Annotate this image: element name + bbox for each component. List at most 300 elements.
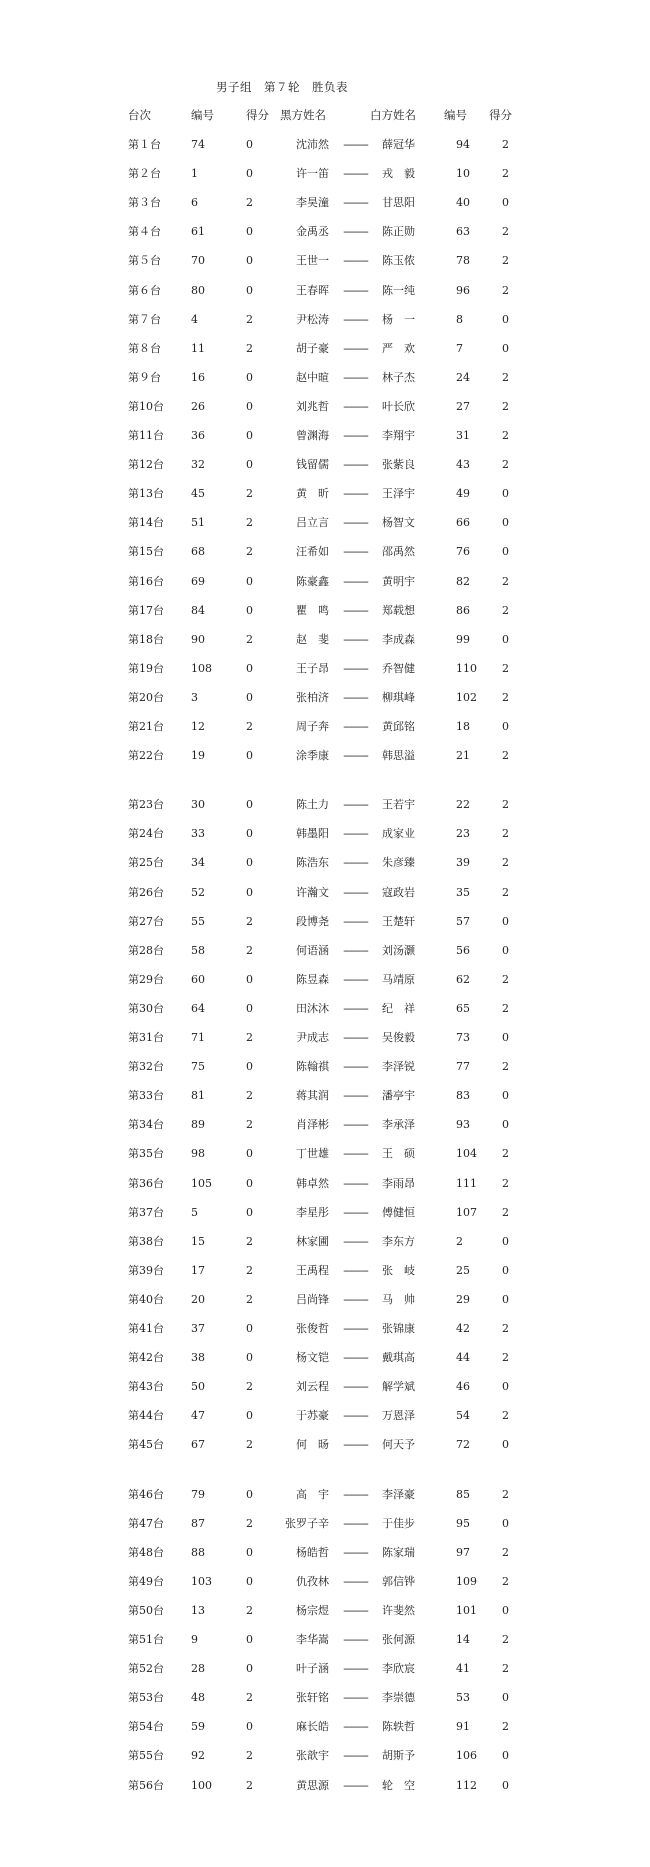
black-no-cell: 61 bbox=[191, 225, 205, 239]
black-name-cell: 陈豪鑫 bbox=[296, 574, 329, 588]
black-no-cell: 48 bbox=[191, 1691, 205, 1705]
vs-dash: --------- bbox=[343, 972, 368, 986]
black-score-cell: 2 bbox=[246, 516, 253, 530]
white-name-cell: 甘思阳 bbox=[382, 196, 415, 210]
white-no-cell: 97 bbox=[456, 1545, 470, 1559]
black-no-cell: 37 bbox=[191, 1322, 205, 1335]
vs-dash: --------- bbox=[343, 545, 368, 559]
white-name-cell: 陈轶哲 bbox=[382, 1720, 415, 1734]
white-no-cell: 96 bbox=[456, 283, 470, 297]
table-row bbox=[0, 884, 650, 902]
black-name-cell: 张罗子辛 bbox=[285, 1516, 329, 1530]
table-row bbox=[0, 1262, 650, 1280]
white-name-cell: 邵禹然 bbox=[382, 545, 415, 559]
white-score-cell: 0 bbox=[502, 341, 509, 355]
black-score-cell: 0 bbox=[246, 1574, 253, 1588]
black-no-cell: 100 bbox=[191, 1778, 212, 1792]
black-name-cell: 蒋其润 bbox=[296, 1089, 329, 1103]
white-score-cell: 2 bbox=[502, 574, 509, 588]
page-title: 男子组 第７轮 胜负表 bbox=[216, 80, 348, 94]
black-score-cell: 0 bbox=[246, 885, 253, 899]
board-cell: 第19台 bbox=[128, 661, 164, 675]
black-name-cell: 周子奔 bbox=[296, 720, 329, 733]
board-cell: 第４台 bbox=[128, 225, 161, 239]
vs-dash: --------- bbox=[343, 1031, 368, 1044]
vs-dash: --------- bbox=[343, 827, 368, 841]
board-cell: 第50台 bbox=[128, 1603, 164, 1617]
vs-dash: --------- bbox=[343, 1720, 368, 1734]
black-score-cell: 0 bbox=[246, 254, 253, 268]
table-row bbox=[0, 311, 650, 329]
black-score-cell: 0 bbox=[246, 370, 253, 384]
white-name-cell: 李成森 bbox=[382, 632, 415, 646]
vs-dash: --------- bbox=[343, 749, 368, 763]
white-score-cell: 0 bbox=[502, 1263, 509, 1277]
white-name-cell: 李雨昂 bbox=[382, 1176, 415, 1190]
board-cell: 第26台 bbox=[128, 885, 164, 899]
board-cell: 第21台 bbox=[128, 720, 164, 733]
white-name-cell: 王泽宇 bbox=[382, 487, 415, 501]
vs-dash: --------- bbox=[343, 690, 368, 704]
white-score-cell: 2 bbox=[502, 1001, 509, 1015]
black-name-cell: 金禹丞 bbox=[296, 225, 329, 239]
black-score-cell: 0 bbox=[246, 283, 253, 297]
black-no-cell: 19 bbox=[191, 749, 205, 763]
white-no-cell: 77 bbox=[456, 1060, 470, 1074]
black-score-cell: 0 bbox=[246, 972, 253, 986]
black-name-cell: 丁世雄 bbox=[296, 1147, 329, 1161]
vs-dash: --------- bbox=[343, 603, 368, 617]
table-row bbox=[0, 427, 650, 445]
white-score-cell: 2 bbox=[502, 1545, 509, 1559]
white-score-cell: 0 bbox=[502, 1438, 509, 1452]
black-score-cell: 0 bbox=[246, 1720, 253, 1734]
table-row bbox=[0, 1515, 650, 1533]
table-row bbox=[0, 971, 650, 989]
black-no-cell: 9 bbox=[191, 1633, 198, 1646]
white-name-cell: 黄邱铭 bbox=[382, 720, 415, 733]
board-cell: 第33台 bbox=[128, 1089, 164, 1103]
white-score-cell: 2 bbox=[502, 429, 509, 442]
white-no-cell: 62 bbox=[456, 972, 470, 986]
black-no-cell: 87 bbox=[191, 1516, 205, 1530]
black-name-cell: 涂季康 bbox=[296, 749, 329, 763]
black-score-cell: 2 bbox=[246, 1234, 253, 1248]
white-name-cell: 李翔宇 bbox=[382, 429, 415, 442]
vs-dash: --------- bbox=[343, 1778, 368, 1792]
vs-dash: --------- bbox=[343, 370, 368, 384]
black-name-cell: 陈昱森 bbox=[296, 972, 329, 986]
black-score-cell: 2 bbox=[246, 1263, 253, 1277]
table-row bbox=[0, 942, 650, 960]
black-no-cell: 108 bbox=[191, 661, 212, 675]
table-row bbox=[0, 1058, 650, 1076]
white-no-cell: 112 bbox=[456, 1778, 477, 1792]
white-no-cell: 39 bbox=[456, 856, 470, 870]
black-score-cell: 2 bbox=[246, 1603, 253, 1617]
white-score-cell: 2 bbox=[502, 1662, 509, 1676]
board-cell: 第39台 bbox=[128, 1263, 164, 1277]
vs-dash: --------- bbox=[343, 1147, 368, 1161]
white-score-cell: 2 bbox=[502, 1633, 509, 1646]
vs-dash: --------- bbox=[343, 1603, 368, 1617]
vs-dash: --------- bbox=[343, 1662, 368, 1676]
board-cell: 第14台 bbox=[128, 516, 164, 530]
table-row bbox=[0, 1087, 650, 1105]
white-no-cell: 76 bbox=[456, 545, 470, 559]
black-score-cell: 2 bbox=[246, 1089, 253, 1103]
table-row bbox=[0, 1718, 650, 1736]
white-no-cell: 2 bbox=[456, 1234, 463, 1248]
vs-dash: --------- bbox=[343, 1574, 368, 1588]
black-score-cell: 0 bbox=[246, 1633, 253, 1646]
board-cell: 第10台 bbox=[128, 399, 164, 413]
white-name-cell: 戴琪高 bbox=[382, 1351, 415, 1365]
white-name-cell: 许斐然 bbox=[382, 1603, 415, 1617]
white-name-cell: 严 欢 bbox=[382, 341, 415, 355]
black-score-cell: 0 bbox=[246, 1545, 253, 1559]
white-score-cell: 0 bbox=[502, 1031, 509, 1044]
table-row bbox=[0, 854, 650, 872]
white-score-cell: 2 bbox=[502, 1720, 509, 1734]
black-name-cell: 叶子涵 bbox=[296, 1662, 329, 1676]
board-cell: 第54台 bbox=[128, 1720, 164, 1734]
black-name-cell: 王世一 bbox=[296, 254, 329, 268]
black-no-cell: 71 bbox=[191, 1031, 205, 1044]
white-no-cell: 93 bbox=[456, 1118, 470, 1132]
table-row bbox=[0, 456, 650, 474]
table-row bbox=[0, 660, 650, 678]
white-name-cell: 王 硕 bbox=[382, 1147, 415, 1161]
vs-dash: --------- bbox=[343, 661, 368, 675]
black-no-cell: 64 bbox=[191, 1001, 205, 1015]
header-white-no: 编号 bbox=[444, 108, 467, 122]
table-row bbox=[0, 1486, 650, 1504]
table-row bbox=[0, 1233, 650, 1251]
board-cell: 第12台 bbox=[128, 458, 164, 472]
white-no-cell: 63 bbox=[456, 225, 470, 239]
vs-dash: --------- bbox=[343, 914, 368, 928]
white-no-cell: 72 bbox=[456, 1438, 470, 1452]
white-score-cell: 2 bbox=[502, 972, 509, 986]
vs-dash: --------- bbox=[343, 283, 368, 297]
white-no-cell: 8 bbox=[456, 312, 463, 326]
black-score-cell: 0 bbox=[246, 225, 253, 239]
vs-dash: --------- bbox=[343, 1438, 368, 1452]
table-row bbox=[0, 689, 650, 707]
table-row bbox=[0, 796, 650, 814]
black-score-cell: 0 bbox=[246, 1147, 253, 1161]
black-no-cell: 58 bbox=[191, 943, 205, 957]
vs-dash: --------- bbox=[343, 1060, 368, 1074]
table-row bbox=[0, 1436, 650, 1454]
white-no-cell: 10 bbox=[456, 167, 470, 181]
white-name-cell: 陈正勋 bbox=[382, 225, 415, 239]
black-name-cell: 韩卓然 bbox=[296, 1176, 329, 1190]
black-score-cell: 0 bbox=[246, 1060, 253, 1074]
board-cell: 第11台 bbox=[128, 429, 164, 442]
black-no-cell: 13 bbox=[191, 1603, 205, 1617]
white-score-cell: 0 bbox=[502, 720, 509, 733]
board-cell: 第17台 bbox=[128, 603, 164, 617]
black-score-cell: 0 bbox=[246, 1322, 253, 1335]
board-cell: 第８台 bbox=[128, 341, 161, 355]
white-no-cell: 91 bbox=[456, 1720, 470, 1734]
header-black-name: 黑方姓名 bbox=[280, 108, 326, 122]
white-no-cell: 106 bbox=[456, 1749, 477, 1763]
white-score-cell: 2 bbox=[502, 254, 509, 268]
table-row bbox=[0, 573, 650, 591]
white-no-cell: 18 bbox=[456, 720, 470, 733]
white-score-cell: 2 bbox=[502, 1176, 509, 1190]
black-name-cell: 张俊哲 bbox=[296, 1322, 329, 1335]
black-score-cell: 0 bbox=[246, 1351, 253, 1365]
black-name-cell: 杨宗煜 bbox=[296, 1603, 329, 1617]
vs-dash: --------- bbox=[343, 1118, 368, 1132]
black-name-cell: 王春晖 bbox=[296, 283, 329, 297]
black-name-cell: 张轩铭 bbox=[296, 1691, 329, 1705]
white-no-cell: 29 bbox=[456, 1292, 470, 1306]
table-row bbox=[0, 1029, 650, 1047]
white-name-cell: 刘汤灏 bbox=[382, 943, 415, 957]
black-name-cell: 张歆宇 bbox=[296, 1749, 329, 1763]
table-row bbox=[0, 1747, 650, 1765]
black-score-cell: 2 bbox=[246, 1380, 253, 1394]
black-score-cell: 2 bbox=[246, 943, 253, 957]
black-no-cell: 1 bbox=[191, 167, 198, 181]
white-name-cell: 吴俊毅 bbox=[382, 1031, 415, 1044]
white-score-cell: 0 bbox=[502, 943, 509, 957]
black-name-cell: 肖泽彬 bbox=[296, 1118, 329, 1132]
white-score-cell: 2 bbox=[502, 399, 509, 413]
black-name-cell: 李昊潼 bbox=[296, 196, 329, 210]
white-no-cell: 78 bbox=[456, 254, 470, 268]
board-cell: 第36台 bbox=[128, 1176, 164, 1190]
board-cell: 第34台 bbox=[128, 1118, 164, 1132]
vs-dash: --------- bbox=[343, 138, 368, 151]
white-score-cell: 0 bbox=[502, 516, 509, 530]
black-name-cell: 吕尚锋 bbox=[296, 1292, 329, 1306]
table-row bbox=[0, 747, 650, 765]
white-name-cell: 柳琪峰 bbox=[382, 690, 415, 704]
white-no-cell: 85 bbox=[456, 1487, 470, 1501]
white-score-cell: 2 bbox=[502, 661, 509, 675]
board-cell: 第46台 bbox=[128, 1487, 164, 1501]
black-no-cell: 105 bbox=[191, 1176, 212, 1190]
black-score-cell: 2 bbox=[246, 1438, 253, 1452]
black-score-cell: 2 bbox=[246, 1516, 253, 1530]
table-row bbox=[0, 398, 650, 416]
white-score-cell: 2 bbox=[502, 603, 509, 617]
white-score-cell: 0 bbox=[502, 1603, 509, 1617]
white-no-cell: 21 bbox=[456, 749, 470, 763]
black-no-cell: 3 bbox=[191, 690, 198, 704]
black-score-cell: 0 bbox=[246, 1205, 253, 1219]
white-name-cell: 张 岐 bbox=[382, 1263, 415, 1277]
table-row bbox=[0, 913, 650, 931]
black-no-cell: 26 bbox=[191, 399, 205, 413]
vs-dash: --------- bbox=[343, 1487, 368, 1501]
white-score-cell: 0 bbox=[502, 1749, 509, 1763]
board-cell: 第27台 bbox=[128, 914, 164, 928]
table-row bbox=[0, 1631, 650, 1649]
black-name-cell: 刘兆哲 bbox=[296, 399, 329, 413]
white-name-cell: 杨 一 bbox=[382, 312, 415, 326]
black-no-cell: 15 bbox=[191, 1234, 205, 1248]
board-cell: 第55台 bbox=[128, 1749, 164, 1763]
vs-dash: --------- bbox=[343, 1545, 368, 1559]
black-no-cell: 32 bbox=[191, 458, 205, 472]
white-no-cell: 22 bbox=[456, 798, 470, 812]
white-no-cell: 101 bbox=[456, 1603, 477, 1617]
table-row bbox=[0, 543, 650, 561]
black-no-cell: 36 bbox=[191, 429, 205, 442]
white-score-cell: 2 bbox=[502, 749, 509, 763]
black-no-cell: 34 bbox=[191, 856, 205, 870]
board-cell: 第52台 bbox=[128, 1662, 164, 1676]
board-cell: 第16台 bbox=[128, 574, 164, 588]
table-row bbox=[0, 631, 650, 649]
black-name-cell: 曾渊海 bbox=[296, 429, 329, 442]
header-board: 台次 bbox=[128, 108, 151, 122]
vs-dash: --------- bbox=[343, 1380, 368, 1394]
table-row bbox=[0, 1660, 650, 1678]
black-name-cell: 许瀚文 bbox=[296, 885, 329, 899]
white-no-cell: 66 bbox=[456, 516, 470, 530]
vs-dash: --------- bbox=[343, 1089, 368, 1103]
white-score-cell: 2 bbox=[502, 138, 509, 151]
black-no-cell: 6 bbox=[191, 196, 198, 210]
black-no-cell: 67 bbox=[191, 1438, 205, 1452]
black-score-cell: 0 bbox=[246, 167, 253, 181]
white-no-cell: 31 bbox=[456, 429, 470, 442]
black-score-cell: 0 bbox=[246, 749, 253, 763]
table-row bbox=[0, 136, 650, 154]
black-name-cell: 王禹程 bbox=[296, 1263, 329, 1277]
black-no-cell: 75 bbox=[191, 1060, 205, 1074]
black-name-cell: 杨皓哲 bbox=[296, 1545, 329, 1559]
vs-dash: --------- bbox=[343, 1263, 368, 1277]
black-score-cell: 0 bbox=[246, 661, 253, 675]
white-name-cell: 陈家瑞 bbox=[382, 1545, 415, 1559]
white-score-cell: 2 bbox=[502, 225, 509, 239]
black-score-cell: 2 bbox=[246, 1031, 253, 1044]
black-score-cell: 2 bbox=[246, 914, 253, 928]
black-name-cell: 林家圃 bbox=[296, 1234, 329, 1248]
white-name-cell: 乔智健 bbox=[382, 661, 415, 675]
black-no-cell: 74 bbox=[191, 138, 205, 151]
header-black-score: 得分 bbox=[246, 108, 269, 122]
black-name-cell: 黄 昕 bbox=[296, 487, 329, 501]
black-no-cell: 33 bbox=[191, 827, 205, 841]
white-score-cell: 2 bbox=[502, 690, 509, 704]
board-cell: 第47台 bbox=[128, 1516, 164, 1530]
vs-dash: --------- bbox=[343, 1176, 368, 1190]
board-cell: 第22台 bbox=[128, 749, 164, 763]
white-score-cell: 2 bbox=[502, 1060, 509, 1074]
black-no-cell: 55 bbox=[191, 914, 205, 928]
black-name-cell: 何语涵 bbox=[296, 943, 329, 957]
white-no-cell: 7 bbox=[456, 341, 463, 355]
white-score-cell: 2 bbox=[502, 856, 509, 870]
black-score-cell: 0 bbox=[246, 1662, 253, 1676]
white-name-cell: 胡斯予 bbox=[382, 1749, 415, 1763]
black-score-cell: 2 bbox=[246, 1778, 253, 1792]
header-white-score: 得分 bbox=[489, 108, 512, 122]
black-name-cell: 胡子豪 bbox=[296, 341, 329, 355]
white-name-cell: 张紫良 bbox=[382, 458, 415, 472]
vs-dash: --------- bbox=[343, 632, 368, 646]
white-name-cell: 李崇德 bbox=[382, 1691, 415, 1705]
table-row bbox=[0, 1349, 650, 1367]
board-cell: 第13台 bbox=[128, 487, 164, 501]
black-score-cell: 2 bbox=[246, 196, 253, 210]
vs-dash: --------- bbox=[343, 720, 368, 733]
black-score-cell: 2 bbox=[246, 1749, 253, 1763]
black-name-cell: 陈翰祺 bbox=[296, 1060, 329, 1074]
black-name-cell: 高 宇 bbox=[296, 1487, 329, 1501]
table-row bbox=[0, 485, 650, 503]
board-cell: 第５台 bbox=[128, 254, 161, 268]
black-no-cell: 52 bbox=[191, 885, 205, 899]
vs-dash: --------- bbox=[343, 574, 368, 588]
vs-dash: --------- bbox=[343, 1205, 368, 1219]
white-name-cell: 李东方 bbox=[382, 1234, 415, 1248]
white-name-cell: 于佳步 bbox=[382, 1516, 415, 1530]
black-score-cell: 0 bbox=[246, 574, 253, 588]
table-row bbox=[0, 369, 650, 387]
white-score-cell: 2 bbox=[502, 827, 509, 841]
white-score-cell: 2 bbox=[502, 458, 509, 472]
white-score-cell: 0 bbox=[502, 1118, 509, 1132]
black-score-cell: 0 bbox=[246, 458, 253, 472]
table-row bbox=[0, 1204, 650, 1222]
black-no-cell: 69 bbox=[191, 574, 205, 588]
white-name-cell: 马 帅 bbox=[382, 1292, 415, 1306]
black-score-cell: 0 bbox=[246, 1001, 253, 1015]
black-score-cell: 2 bbox=[246, 720, 253, 733]
table-row bbox=[0, 514, 650, 532]
white-score-cell: 0 bbox=[502, 1292, 509, 1306]
white-no-cell: 25 bbox=[456, 1263, 470, 1277]
white-name-cell: 李欣宸 bbox=[382, 1662, 415, 1676]
vs-dash: --------- bbox=[343, 1633, 368, 1646]
black-no-cell: 89 bbox=[191, 1118, 205, 1132]
table-row bbox=[0, 1573, 650, 1591]
white-no-cell: 111 bbox=[456, 1176, 477, 1190]
vs-dash: --------- bbox=[343, 1749, 368, 1763]
black-no-cell: 38 bbox=[191, 1351, 205, 1365]
board-cell: 第９台 bbox=[128, 370, 161, 384]
white-score-cell: 2 bbox=[502, 1574, 509, 1588]
white-no-cell: 23 bbox=[456, 827, 470, 841]
white-name-cell: 陈一纯 bbox=[382, 283, 415, 297]
white-name-cell: 郭信铧 bbox=[382, 1574, 415, 1588]
white-score-cell: 2 bbox=[502, 283, 509, 297]
board-cell: 第１台 bbox=[128, 138, 161, 151]
table-row bbox=[0, 282, 650, 300]
white-name-cell: 王若宇 bbox=[382, 798, 415, 812]
header-black-no: 编号 bbox=[191, 108, 214, 122]
white-no-cell: 46 bbox=[456, 1380, 470, 1394]
white-no-cell: 42 bbox=[456, 1322, 470, 1335]
white-no-cell: 27 bbox=[456, 399, 470, 413]
vs-dash: --------- bbox=[343, 1691, 368, 1705]
board-cell: 第49台 bbox=[128, 1574, 164, 1588]
black-score-cell: 2 bbox=[246, 1118, 253, 1132]
white-name-cell: 成家业 bbox=[382, 827, 415, 841]
black-name-cell: 瞿 鸣 bbox=[296, 603, 329, 617]
